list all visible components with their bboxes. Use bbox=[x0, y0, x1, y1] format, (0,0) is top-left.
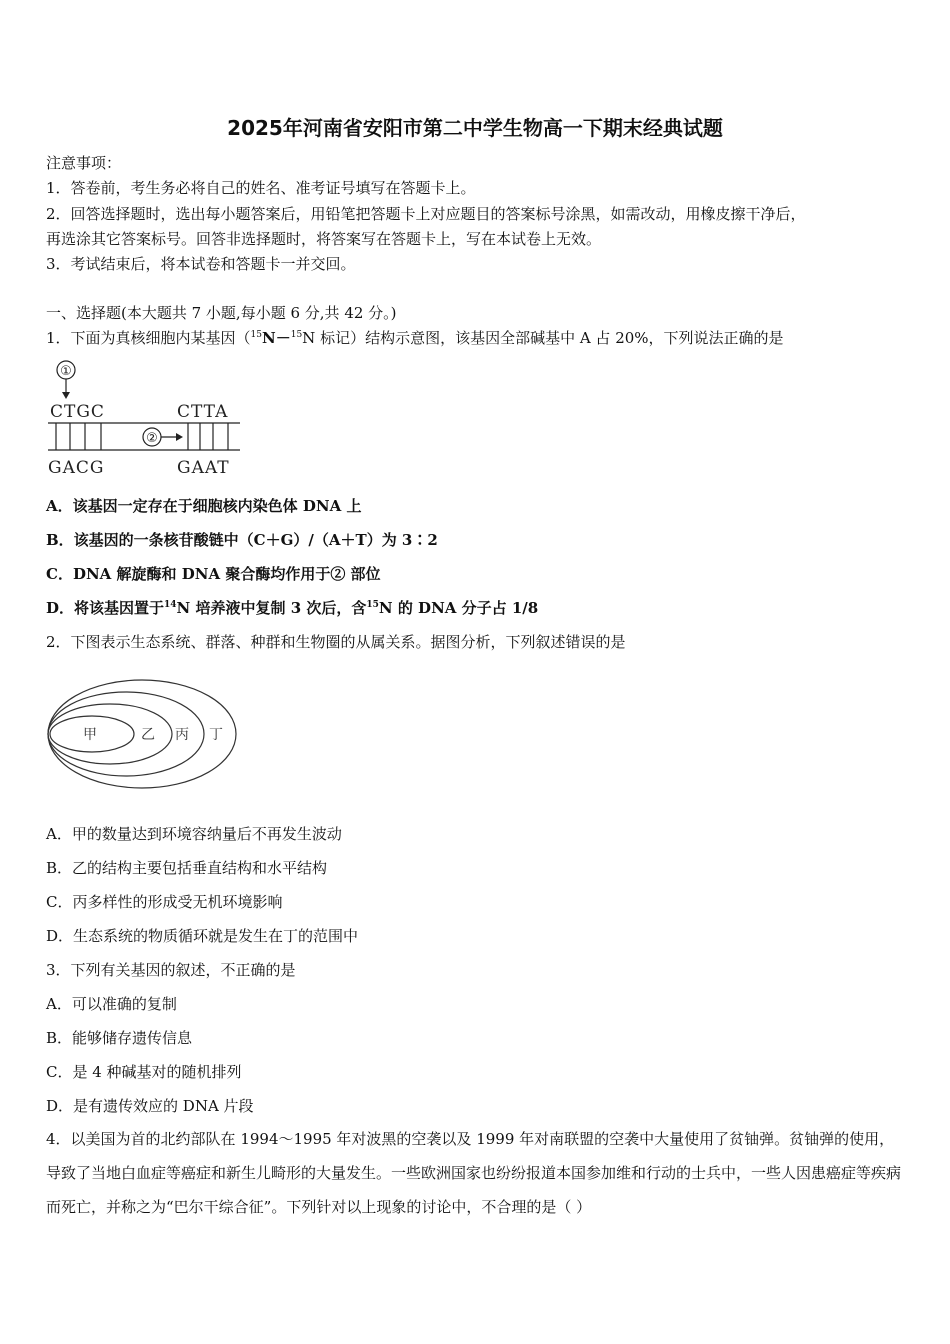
dna-bottom-right-bases: GAAT bbox=[177, 458, 230, 478]
section-heading: 一、选择题(本大题共 7 小题,每小题 6 分,共 42 分。) bbox=[46, 304, 397, 322]
dna-top-right-bases: CTTA bbox=[177, 402, 229, 422]
q1-stem-a: 1．下面为真核细胞内某基因（ bbox=[46, 329, 251, 347]
q3-option-b: B．能够储存遗传信息 bbox=[46, 1029, 193, 1047]
q2-option-d: D．生态系统的物质循环就是发生在丁的范围中 bbox=[46, 927, 359, 945]
notice-item-2: 2．回答选择题时，选出每小题答案后，用铅笔把答题卡上对应题目的答案标号涂黑，如需改动，用橡皮擦干净后， bbox=[46, 205, 806, 223]
dna-structure-diagram bbox=[46, 356, 246, 478]
q1-stem-b: N－ bbox=[262, 329, 291, 347]
q2-stem: 2．下图表示生态系统、群落、种群和生物圈的从属关系。据图分析，下列叙述错误的是 bbox=[46, 633, 626, 651]
q4-stem: 4．以美国为首的北约部队在 1994～1995 年对波黑的空袭以及 1999 年对南联盟的空袭中大量使用了贫铀弹。贫铀弹的使用，导致了当地白血症等癌症和新生儿畸形的大量发生。一些欧洲国家也纷纷报道本国参加维和行动的士兵中，一些人因患癌症等疾病而死亡，并称之为“巴尔干综合征”。下列针对以上现象的讨论中，不合理的是（ ） bbox=[46, 1130, 902, 1216]
q1-stem-c: N 标记）结构示意图，该基因全部碱基中 A 占 20%，下列说法正确的是 bbox=[302, 329, 784, 347]
q1-option-b: B．该基因的一条核苷酸链中（C＋G）/（A＋T）为 3∶2 bbox=[46, 531, 438, 549]
q1-stem-sup1: 15 bbox=[250, 330, 262, 340]
notice-heading: 注意事项： bbox=[46, 154, 122, 172]
q1-option-d-sup2: 15 bbox=[366, 600, 379, 610]
label-yi: 乙 bbox=[141, 727, 155, 743]
q1-option-c: C．DNA 解旋酶和 DNA 聚合酶均作用于② 部位 bbox=[46, 565, 381, 583]
q3-option-d: D．是有遗传效应的 DNA 片段 bbox=[46, 1097, 254, 1115]
q1-option-d-a: D．将该基因置于 bbox=[46, 599, 165, 617]
notice-item-2-cont: 再选涂其它答案标号。回答非选择题时，将答案写在答题卡上，写在本试卷上无效。 bbox=[46, 230, 602, 248]
q1-stem bbox=[46, 327, 784, 348]
q3-option-c: C．是 4 种碱基对的随机排列 bbox=[46, 1063, 242, 1081]
dna-bottom-left-bases: GACG bbox=[48, 458, 105, 478]
q1-option-a: A．该基因一定存在于细胞核内染色体 DNA 上 bbox=[46, 497, 362, 515]
q3-option-a: A．可以准确的复制 bbox=[46, 995, 177, 1013]
page-title: 2025年河南省安阳市第二中学生物高一下期末经典试题 bbox=[227, 116, 723, 140]
q1-option-d-c: N 的 DNA 分子占 1/8 bbox=[378, 599, 539, 617]
q1-option-d-b: N 培养液中复制 3 次后，含 bbox=[176, 599, 367, 617]
label-jia: 甲 bbox=[83, 727, 97, 743]
dna-marker-1: ① bbox=[60, 364, 72, 379]
notice-item-1: 1．答卷前，考生务必将自己的姓名、准考证号填写在答题卡上。 bbox=[46, 179, 476, 197]
q2-option-b: B．乙的结构主要包括垂直结构和水平结构 bbox=[46, 859, 328, 877]
notice-item-3: 3．考试结束后，将本试卷和答题卡一并交回。 bbox=[46, 255, 356, 273]
dna-marker-2: ② bbox=[146, 431, 158, 446]
q1-option-d bbox=[46, 597, 538, 618]
q1-option-d-sup1: 14 bbox=[164, 600, 177, 610]
q1-stem-sup2: 15 bbox=[290, 330, 303, 340]
label-ding: 丁 bbox=[209, 727, 223, 743]
ecology-nesting-diagram bbox=[46, 676, 246, 794]
q3-stem: 3．下列有关基因的叙述，不正确的是 bbox=[46, 961, 296, 979]
label-bing: 丙 bbox=[175, 727, 189, 743]
q2-option-c: C．丙多样性的形成受无机环境影响 bbox=[46, 893, 283, 911]
q2-option-a: A．甲的数量达到环境容纳量后不再发生波动 bbox=[46, 825, 342, 843]
dna-top-left-bases: CTGC bbox=[50, 402, 105, 422]
